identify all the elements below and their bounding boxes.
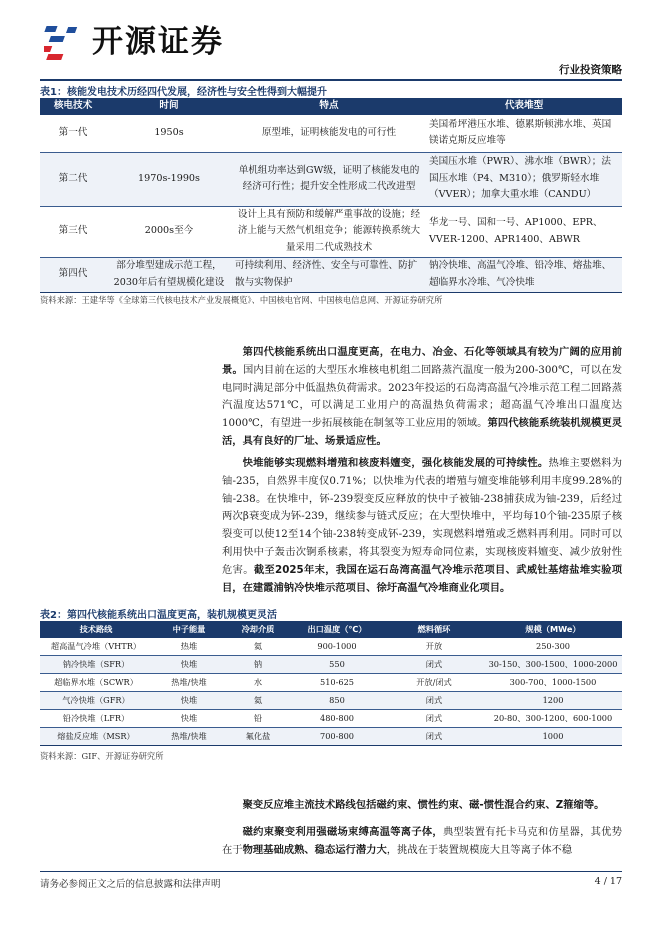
table2-caption: 表2：第四代核能系统出口温度更高，装机规模更灵活 [40, 610, 277, 621]
table-cell: 钠冷快堆、高温气冷堆、铅冷堆、熔盐堆、超临界水冷堆、气冷快堆 [426, 257, 622, 292]
paragraph-lead: 聚变反应堆主流技术路线包括磁约束、惯性约束、磁-惯性混合约束、Z箍缩等。 [242, 799, 605, 811]
paragraph-fourth-gen-temperature [222, 344, 622, 451]
table-cell: 1970s-1990s [106, 152, 232, 206]
table-row [40, 674, 622, 692]
table-row [40, 710, 622, 728]
table1 [40, 98, 622, 293]
table-cell: 钠冷快堆（SFR） [40, 656, 152, 674]
table-cell: 部分堆型建成示范工程，2030年后有望规模化建设 [106, 257, 232, 292]
table-cell: 700-800 [290, 728, 384, 746]
table-row [40, 115, 622, 152]
table2-col-header: 冷却介质 [226, 621, 290, 638]
table2 [40, 621, 622, 746]
paragraph-tail: 第四代核能系统装机规模更灵活，具有良好的厂址、场景适应性。 [222, 417, 622, 447]
table-cell: 30-150、300-1500、1000-2000 [484, 656, 622, 674]
table-cell: 华龙一号、国和一号、AP1000、EPR、VVER-1200、APR1400、ABWR [426, 206, 622, 257]
table-row [40, 728, 622, 746]
table1-caption: 表1：核能发电技术历经四代发展，经济性与安全性得到大幅提升 [40, 87, 327, 98]
header-divider [40, 79, 622, 81]
table-cell: 快堆 [152, 692, 226, 710]
paragraph-body: 典型装置有托卡马克和仿星器，其优势在于 [222, 826, 622, 856]
table-cell: 480-800 [290, 710, 384, 728]
table-cell: 开放/闭式 [384, 674, 484, 692]
table2-col-header: 燃料循环 [384, 621, 484, 638]
paragraph-emphasis: 物理基础成熟、稳态运行潜力大 [242, 843, 387, 856]
table-row [40, 152, 622, 206]
table1-header-row [40, 98, 622, 115]
table-cell: 闭式 [384, 728, 484, 746]
table-cell: 单机组功率达到GW级，证明了核能发电的经济可行性；提升安全性形成二代改进型 [232, 152, 426, 206]
table-cell: 超高温气冷堆（VHTR） [40, 638, 152, 656]
table-cell: 第四代 [40, 257, 106, 292]
table-row [40, 206, 622, 257]
paragraph-magnetic-confinement [222, 824, 622, 860]
paragraph-body: 国内目前在运的大型压水堆核电机组二回路蒸汽温度一般为200-300℃，可以在发电同时满足部分中低温热负荷需求。2023年投运的石岛湾高温气冷堆示范工程二回路蒸汽温度达571℃，可以满足工业用户的高温热负荷需求；超高温气冷堆出口温度达1000℃，有望进一步拓展核能在制氢等工业应用的领域。 [222, 363, 623, 430]
table2-col-header: 中子能量 [152, 621, 226, 638]
brand-logo-icon [44, 22, 84, 62]
table1-col-header: 代表堆型 [426, 98, 622, 115]
table-cell: 250-300 [484, 638, 622, 656]
table-cell: 1200 [484, 692, 622, 710]
table-cell: 热堆/快堆 [152, 674, 226, 692]
report-type-label: 行业投资策略 [559, 64, 622, 76]
table-cell: 热堆 [152, 638, 226, 656]
table-cell: 钠 [226, 656, 290, 674]
table-cell: 550 [290, 656, 384, 674]
footer-divider [40, 871, 622, 872]
table-cell: 可持续利用、经济性、安全与可靠性、防扩散与实物保护 [232, 257, 426, 292]
paragraph-lead: 磁约束聚变利用强磁场束缚高温等离子体， [242, 826, 443, 838]
table2-header-row [40, 621, 622, 638]
paragraph-body: ，挑战在于装置规模庞大且等离子体不稳 [386, 843, 573, 856]
table-cell: 300-700、1000-1500 [484, 674, 622, 692]
table-cell: 美国希坪港压水堆、德累斯顿沸水堆、英国镁诺克斯反应堆等 [426, 115, 622, 152]
table1-source: 资料来源：王建华等《全球第三代核电技术产业发展概览》、中国核电官网、中国核电信息网、开源证券研究所 [40, 295, 443, 305]
table-row [40, 692, 622, 710]
paragraph-body: 热堆主要燃料为铀-235，自然界丰度仅0.71%；以快堆为代表的增殖与嬗变堆能够利用丰度99.28%的铀-238。在快堆中，钚-239裂变反应释放的快中子被铀-238捕获成为铀-239，后经过两次β衰变成为钚-239，继续参与链式反应；在大型快堆中，平均每10个铀-235原子核裂变可以使12至14个铀-238转变成钚-239，实现燃料增殖或乏燃料再利用。同时可以利用快中子轰击次锕系核素，将其裂变为短寿命同位素，实现核废料嬗变、减少放射性危害。 [222, 457, 623, 576]
table1-col-header: 时间 [106, 98, 232, 115]
table2-source: 资料来源：GIF、开源证券研究所 [40, 751, 164, 761]
table-row [40, 257, 622, 292]
table-cell: 第三代 [40, 206, 106, 257]
table-cell: 铅冷快堆（LFR） [40, 710, 152, 728]
brand-name: 开源证券 [92, 24, 224, 60]
table-cell: 1950s [106, 115, 232, 152]
table-cell: 氟化盐 [226, 728, 290, 746]
table-row [40, 638, 622, 656]
table-cell: 氦 [226, 638, 290, 656]
table-cell: 闭式 [384, 692, 484, 710]
table-cell: 水 [226, 674, 290, 692]
table1-col-header: 特点 [232, 98, 426, 115]
table-cell: 快堆 [152, 656, 226, 674]
table-cell: 熔盐反应堆（MSR） [40, 728, 152, 746]
table-cell: 第一代 [40, 115, 106, 152]
table-cell: 氦 [226, 692, 290, 710]
table2-col-header: 规模（MWe） [484, 621, 622, 638]
table-cell: 第二代 [40, 152, 106, 206]
table-cell: 850 [290, 692, 384, 710]
table2-col-header: 技术路线 [40, 621, 152, 638]
table-cell: 闭式 [384, 656, 484, 674]
table-cell: 超临界水堆（SCWR） [40, 674, 152, 692]
paragraph-lead: 第四代核能系统出口温度更高，在电力、冶金、石化等领域具有较为广阔的应用前景。 [222, 346, 622, 376]
table-cell: 设计上具有预防和缓解严重事故的设施；经济上能与天然气机组竞争；能源转换系统大量采用二代成熟技术 [232, 206, 426, 257]
table1-col-header: 核电技术 [40, 98, 106, 115]
table-cell: 510-625 [290, 674, 384, 692]
paragraph-fusion-routes [222, 797, 622, 815]
page-number: 4 / 17 [594, 876, 622, 887]
footer-disclaimer: 请务必参阅正文之后的信息披露和法律声明 [40, 879, 221, 890]
table-cell: 铅 [226, 710, 290, 728]
paragraph-fast-reactor [222, 455, 622, 597]
table-cell: 原型堆，证明核能发电的可行性 [232, 115, 426, 152]
table-cell: 2000s至今 [106, 206, 232, 257]
table-row [40, 656, 622, 674]
table-cell: 美国压水堆（PWR）、沸水堆（BWR）；法国压水堆（P4、M310）；俄罗斯轻水堆（VVER）；加拿大重水堆（CANDU） [426, 152, 622, 206]
paragraph-tail: 截至2025年末，我国在运石岛湾高温气冷堆示范项目、武威钍基熔盐堆实验项目，在建霞浦钠冷快堆示范项目、徐圩高温气冷堆商业化项目。 [222, 563, 622, 594]
table-cell: 20-80、300-1200、600-1000 [484, 710, 622, 728]
table-cell: 闭式 [384, 710, 484, 728]
table-cell: 快堆 [152, 710, 226, 728]
paragraph-lead: 快堆能够实现燃料增殖和核废料嬗变，强化核能发展的可持续性。 [242, 457, 549, 469]
table-cell: 900-1000 [290, 638, 384, 656]
table-cell: 热堆/快堆 [152, 728, 226, 746]
table-cell: 1000 [484, 728, 622, 746]
table-cell: 开放 [384, 638, 484, 656]
table-cell: 气冷快堆（GFR） [40, 692, 152, 710]
table2-col-header: 出口温度（℃） [290, 621, 384, 638]
